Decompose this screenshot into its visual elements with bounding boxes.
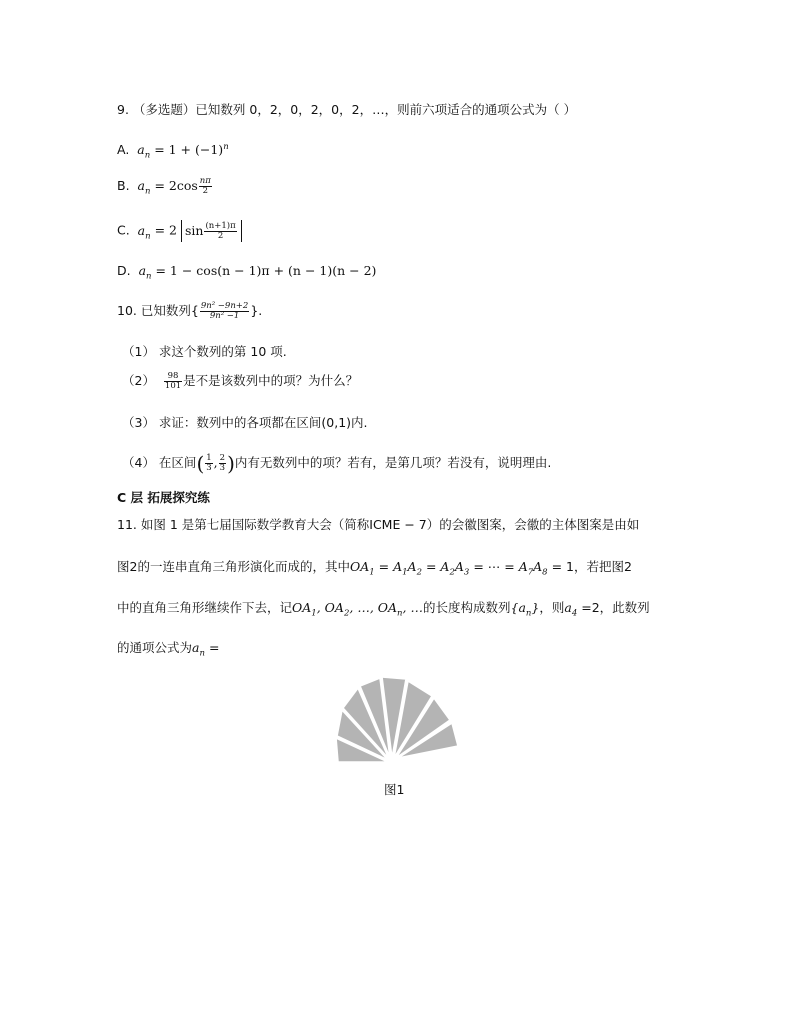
q9-stem: 9. （多选题）已知数列 0，2，0，2，0，2，…，则前六项适合的通项公式为（ ） (117, 102, 577, 117)
q11-line-2: 图2的一连串直角三角形演化而成的，其中$OA_1 = A_1A_2 = A_2A_3$ = ⋯ = $A_7A_8 = 1$，若把图2 (117, 559, 632, 578)
q10-part-3: （3） 求证：数列中的各项都在区间(0,1)内. (122, 415, 368, 430)
q9-option-c: C. $a_n = 2$ sin $\frac{(n+1)\pi}{2}$ (117, 220, 242, 242)
q11-line-1: 11. 如图 1 是第七届国际数学教育大会（简称ICME − 7）的会徽图案，会徽的主体图案是由如 (117, 517, 640, 532)
q10-part-4: （4） 在区间( $\frac{1}{3}$ , $\frac{2}{3}$ )内有无数列中的项？若有，是第几项？若没有，说明理由. (122, 451, 552, 476)
section-c-heading: C 层 拓展探究练 (117, 490, 210, 505)
q9-option-d: D. $a_n = 1 - \cos(n - 1)\pi + (n - 1)(n - 2)$ (117, 263, 377, 282)
q11-line-4: 的通项公式为$a_n$ = (117, 640, 220, 659)
icme-logo-figure (334, 676, 460, 764)
absolute-value: sin $\frac{(n+1)\pi}{2}$ (181, 220, 242, 242)
q10-part-2: （2） $\frac{98}{101}$ 是不是该数列中的项？为什么？ (122, 371, 359, 391)
figure-caption: 图1 (384, 782, 405, 797)
q11-line-3: 中的直角三角形继续作下去，记$OA_1$, $OA_2$, …, $OA_n$, …的长度构成数列$\{a_n\}$，则$a_4 =2$，此数列 (117, 600, 650, 619)
q9-option-b: B. $a_n = 2\cos$ $\frac{n\pi}{2}$ (117, 176, 211, 197)
fraction-n-pi-over-2: $\frac{n\pi}{2}$ (199, 176, 211, 196)
q9-option-a: A. $a_n = 1 + (-1)^n$ (117, 141, 229, 161)
q10-part-1: （1） 求这个数列的第 10 项. (122, 344, 287, 359)
q10-stem: 10. 已知数列{ $\frac{\text{9n² −9n+2}}{\text{9n² −1}}$ }. (117, 301, 263, 321)
